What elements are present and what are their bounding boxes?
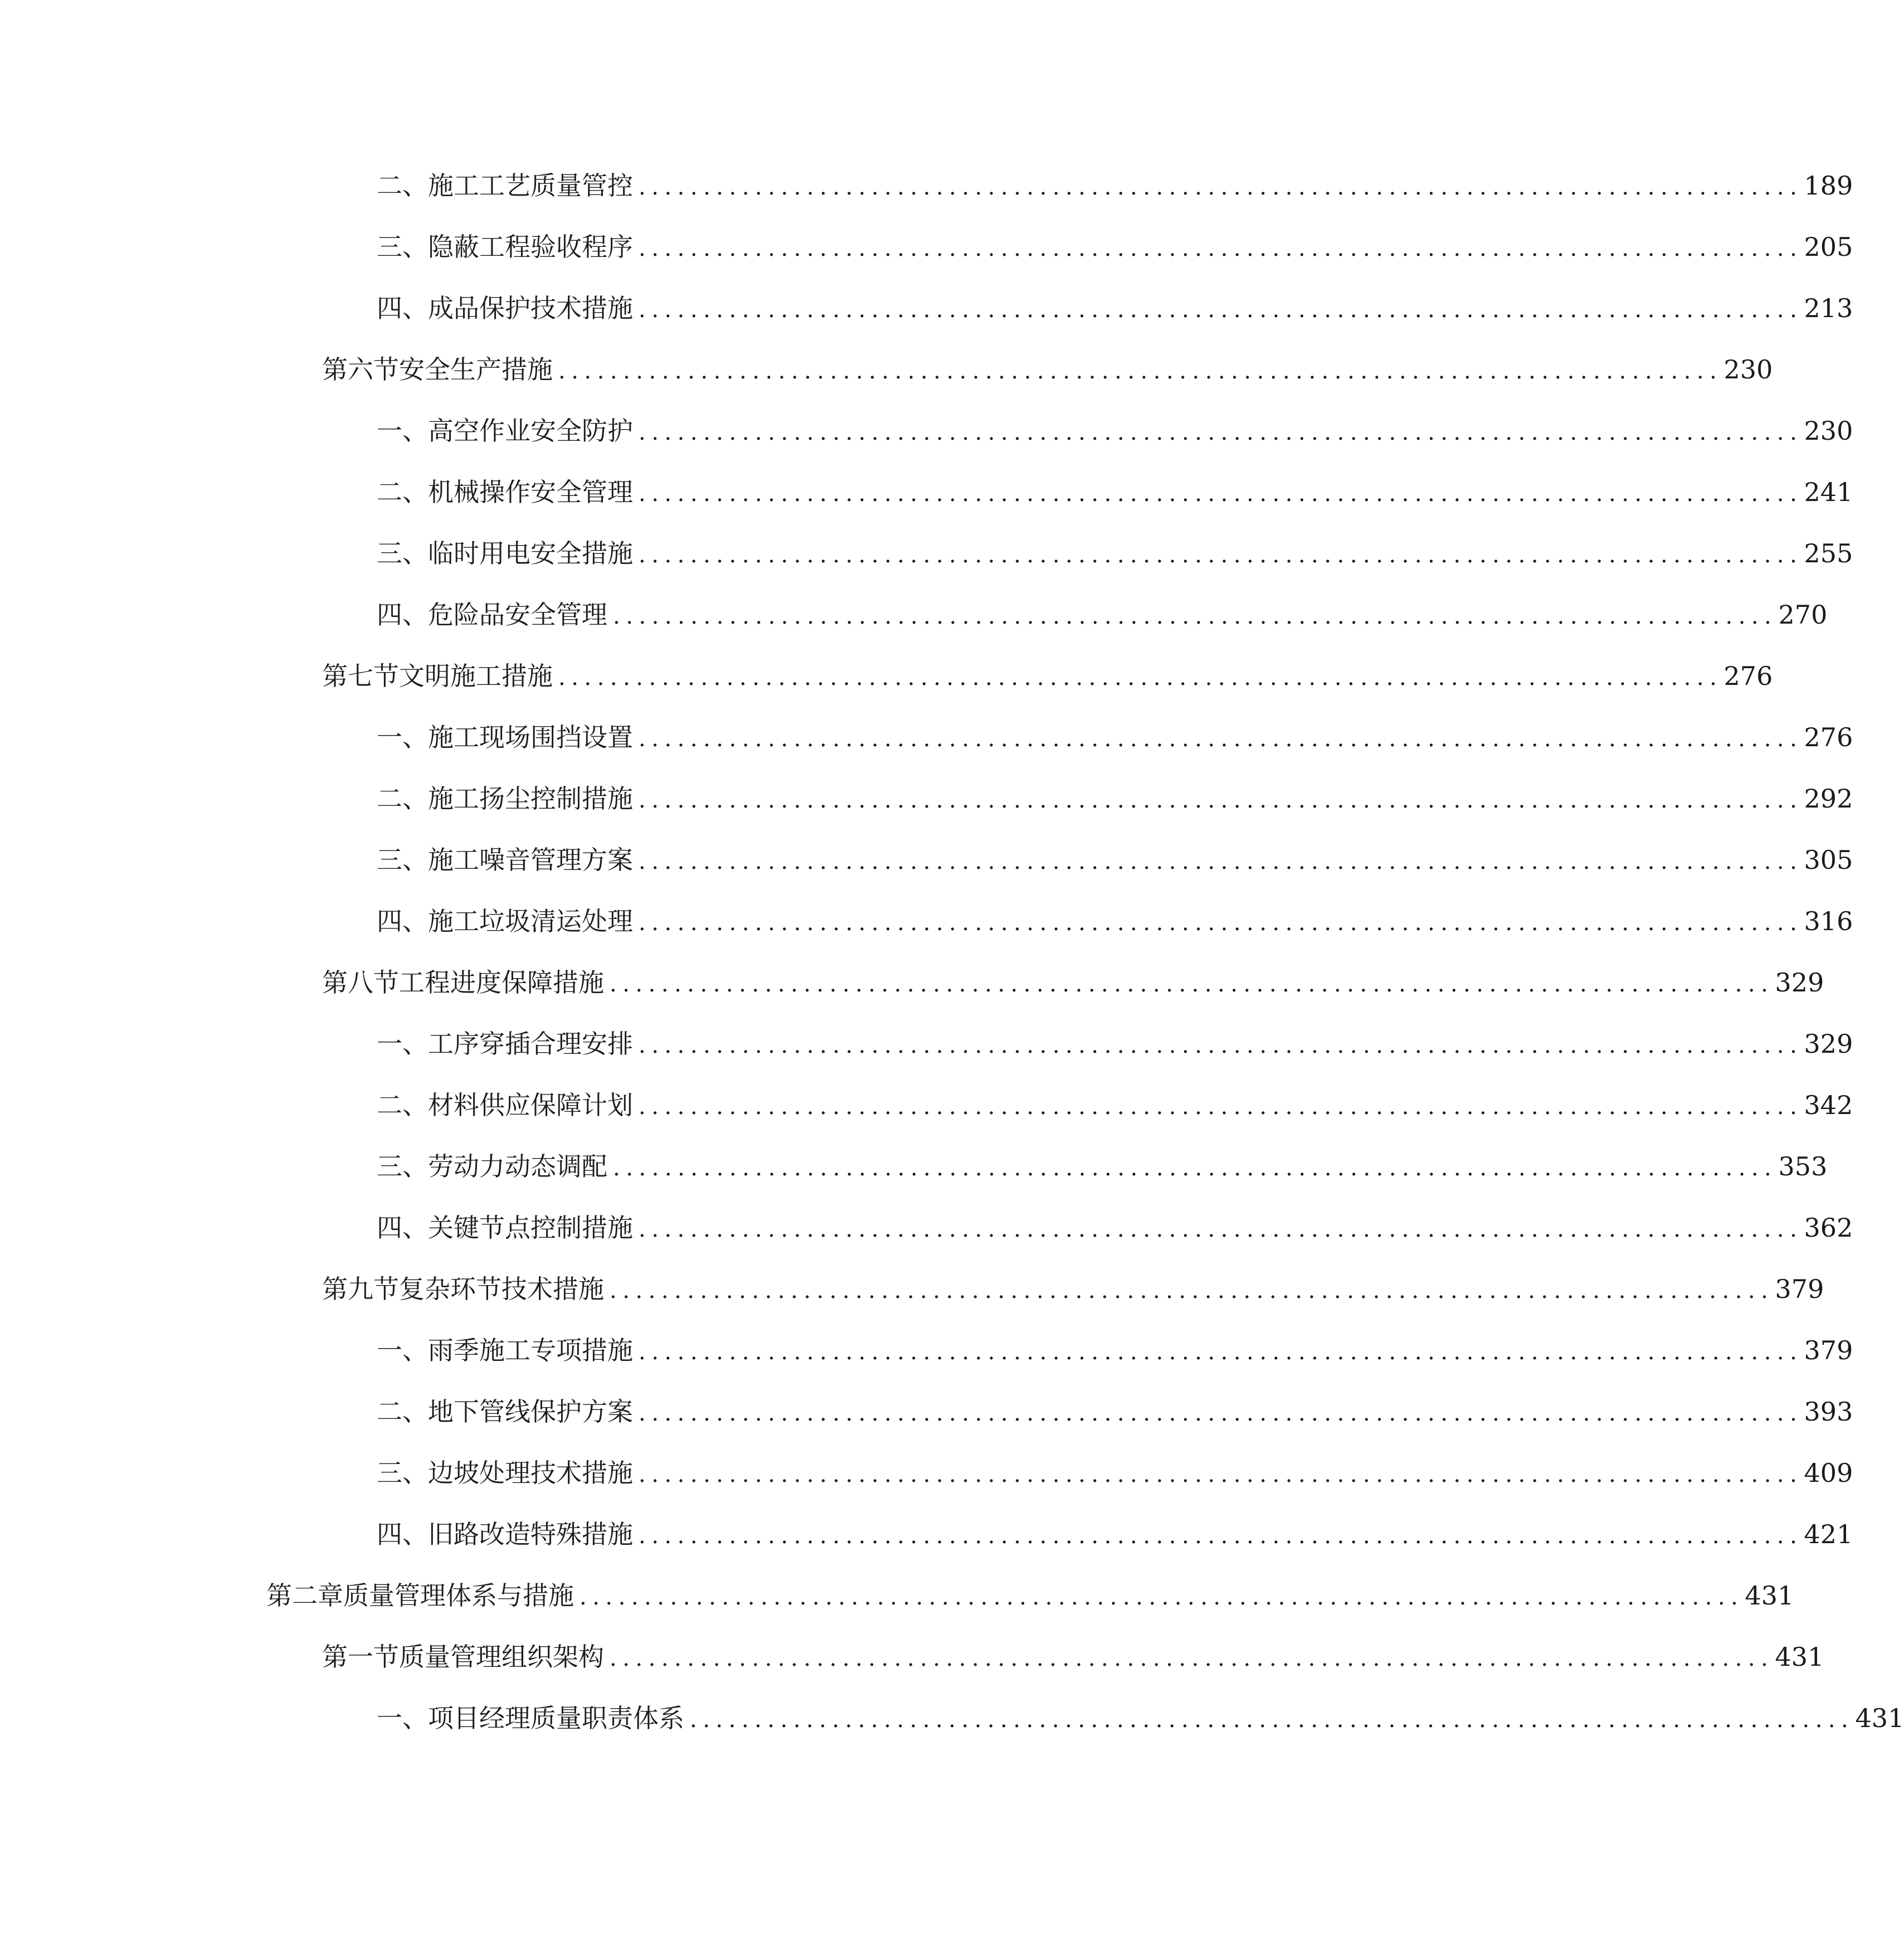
toc-entry-page: 379 (1775, 1274, 1824, 1304)
toc-entry-page: 241 (1804, 477, 1853, 507)
toc-entry-title: 关键节点控制措施 (428, 1213, 633, 1243)
toc-entry-page: 270 (1778, 600, 1828, 630)
toc-entry-marker: 一、 (377, 1335, 428, 1365)
toc-entry-title: 质量管理体系与措施 (343, 1580, 574, 1611)
toc-entry-page: 189 (1804, 171, 1853, 201)
toc-entry-title: 施工噪音管理方案 (428, 845, 633, 875)
toc-entry[interactable] (377, 166, 1853, 205)
dot-leader: .......................................................................................... (639, 1462, 1803, 1487)
toc-entry-page: 379 (1804, 1335, 1853, 1365)
toc-entry-section[interactable] (322, 656, 1773, 696)
dot-leader: .......................................................................................... (639, 1400, 1803, 1426)
dot-leader: .......................................................................................... (639, 726, 1803, 752)
toc-entry-title: 工程进度保障措施 (399, 967, 604, 998)
toc-entry[interactable] (377, 1392, 1853, 1431)
toc-entry-title: 机械操作安全管理 (428, 477, 633, 507)
toc-entry-marker: 三、 (377, 1151, 428, 1181)
toc-entry-marker: 四、 (377, 906, 428, 936)
toc-entry-title: 施工工艺质量管控 (428, 171, 633, 201)
toc-entry-marker: 第六节 (322, 354, 399, 385)
toc-entry-marker: 三、 (377, 538, 428, 568)
toc-entry-marker: 四、 (377, 1519, 428, 1549)
toc-entry-page: 316 (1804, 906, 1853, 936)
dot-leader: .......................................................................................... (639, 297, 1803, 323)
toc-entry-marker: 三、 (377, 1458, 428, 1488)
toc-entry-marker: 第二章 (266, 1580, 343, 1611)
toc-entry[interactable] (377, 840, 1853, 879)
toc-entry[interactable] (377, 1453, 1853, 1492)
toc-entry-page: 329 (1804, 1029, 1853, 1059)
toc-entry-marker: 四、 (377, 600, 428, 630)
toc-entry-marker: 二、 (377, 1090, 428, 1120)
toc-entry-page: 362 (1804, 1213, 1853, 1243)
toc-entry-title: 劳动力动态调配 (428, 1151, 607, 1181)
toc-entry[interactable] (377, 227, 1853, 266)
toc-entry-title: 项目经理质量职责体系 (428, 1703, 684, 1733)
toc-entry-marker: 第七节 (322, 661, 399, 691)
toc-entry-marker: 第九节 (322, 1274, 399, 1304)
toc-entry-page: 409 (1804, 1458, 1853, 1488)
dot-leader: .......................................................................................... (639, 236, 1803, 261)
toc-entry-title: 高空作业安全防护 (428, 416, 633, 446)
toc-entry[interactable] (377, 1024, 1853, 1063)
toc-entry[interactable] (377, 289, 1853, 328)
dot-leader: .......................................................................................... (639, 1217, 1803, 1242)
toc-entry-title: 材料供应保障计划 (428, 1090, 633, 1120)
toc-entry[interactable] (377, 1331, 1853, 1370)
toc-entry[interactable] (377, 534, 1853, 573)
dot-leader: .......................................................................................... (639, 787, 1803, 813)
dot-leader: .......................................................................................... (613, 604, 1778, 629)
toc-entry-title: 成品保护技术措施 (428, 293, 633, 323)
toc-entry-page: 393 (1804, 1397, 1853, 1427)
toc-entry-page: 205 (1804, 232, 1853, 262)
toc-entry-marker: 四、 (377, 293, 428, 323)
toc-entry-section[interactable] (322, 963, 1824, 1002)
dot-leader: .......................................................................................... (610, 1646, 1774, 1671)
toc-entry-marker: 一、 (377, 1703, 428, 1733)
toc-entry-title: 文明施工措施 (399, 661, 553, 691)
toc-entry-page: 305 (1804, 845, 1853, 875)
dot-leader: .......................................................................................... (639, 542, 1803, 568)
dot-leader: .......................................................................................... (558, 358, 1723, 384)
toc-entry-page: 431 (1745, 1580, 1794, 1611)
toc-entry[interactable] (377, 1208, 1853, 1247)
toc-entry-page: 230 (1723, 354, 1773, 385)
toc-entry[interactable] (377, 718, 1853, 757)
toc-entry-title: 安全生产措施 (399, 354, 553, 385)
toc-entry-section[interactable] (322, 350, 1773, 389)
toc-entry-marker: 四、 (377, 1213, 428, 1243)
toc-entry-title: 地下管线保护方案 (428, 1397, 633, 1427)
toc-entry-marker: 二、 (377, 784, 428, 814)
toc-entry-marker: 二、 (377, 171, 428, 201)
toc-entry-page: 329 (1775, 967, 1824, 998)
toc-entry-marker: 二、 (377, 1397, 428, 1427)
toc-entry-title: 复杂环节技术措施 (399, 1274, 604, 1304)
toc-entry-page: 342 (1804, 1090, 1853, 1120)
dot-leader: .......................................................................................... (639, 1523, 1803, 1549)
toc-entry-page: 431 (1775, 1642, 1824, 1672)
dot-leader: .......................................................................................... (639, 1094, 1803, 1120)
toc-entry-page: 431 (1855, 1703, 1904, 1733)
toc-entry-page: 255 (1804, 538, 1853, 568)
toc-entry[interactable] (377, 902, 1853, 941)
toc-entry-page: 213 (1804, 293, 1853, 323)
toc-entry-page: 353 (1778, 1151, 1828, 1181)
toc-entry-section[interactable] (322, 1270, 1824, 1309)
dot-leader: .......................................................................................... (639, 174, 1803, 200)
toc-entry-marker: 第八节 (322, 967, 399, 998)
toc-entry-title: 临时用电安全措施 (428, 538, 633, 568)
dot-leader: .......................................................................................... (613, 1155, 1778, 1181)
toc-entry-title: 施工扬尘控制措施 (428, 784, 633, 814)
toc-entry-marker: 三、 (377, 845, 428, 875)
toc-entry-title: 施工现场围挡设置 (428, 722, 633, 752)
dot-leader: .......................................................................................... (610, 971, 1774, 997)
toc-entry-page: 292 (1804, 784, 1853, 814)
toc-entry-page: 421 (1804, 1519, 1853, 1549)
toc-entry-title: 危险品安全管理 (428, 600, 607, 630)
dot-leader: .......................................................................................... (639, 1033, 1803, 1058)
dot-leader: .......................................................................................... (580, 1584, 1744, 1610)
toc-entry-title: 边坡处理技术措施 (428, 1458, 633, 1488)
dot-leader: .......................................................................................... (639, 1339, 1803, 1365)
dot-leader: .......................................................................................... (558, 665, 1723, 690)
toc-entry-marker: 一、 (377, 722, 428, 752)
toc-entry-marker: 二、 (377, 477, 428, 507)
dot-leader: .......................................................................................... (639, 420, 1803, 445)
toc-entry[interactable] (377, 1086, 1853, 1125)
toc-entry[interactable] (377, 411, 1853, 450)
toc-entry[interactable] (377, 1147, 1828, 1186)
toc-entry[interactable] (377, 779, 1853, 818)
toc-entry-marker: 第一节 (322, 1642, 399, 1672)
toc-entry-title: 隐蔽工程验收程序 (428, 232, 633, 262)
toc-entry-page: 276 (1723, 661, 1773, 691)
toc-entry[interactable] (377, 595, 1828, 634)
dot-leader: .......................................................................................... (690, 1707, 1854, 1733)
toc-entry[interactable] (377, 1515, 1853, 1554)
toc-entry-title: 旧路改造特殊措施 (428, 1519, 633, 1549)
toc-entry-marker: 一、 (377, 416, 428, 446)
dot-leader: .......................................................................................... (639, 910, 1803, 936)
toc-entry-marker: 三、 (377, 232, 428, 262)
toc-entry[interactable] (377, 473, 1853, 512)
dot-leader: .......................................................................................... (639, 481, 1803, 507)
toc-entry-title: 雨季施工专项措施 (428, 1335, 633, 1365)
toc-entry-title: 工序穿插合理安排 (428, 1029, 633, 1059)
toc-entry-chapter[interactable] (266, 1576, 1794, 1615)
dot-leader: .......................................................................................... (639, 849, 1803, 874)
toc-entry-page: 230 (1804, 416, 1853, 446)
toc-entry-title: 施工垃圾清运处理 (428, 906, 633, 936)
toc-entry-marker: 一、 (377, 1029, 428, 1059)
toc-entry-page: 276 (1804, 722, 1853, 752)
toc-entry-title: 质量管理组织架构 (399, 1642, 604, 1672)
dot-leader: .......................................................................................... (610, 1278, 1774, 1304)
toc-entry[interactable] (377, 1699, 1904, 1738)
toc-entry-section[interactable] (322, 1637, 1824, 1676)
